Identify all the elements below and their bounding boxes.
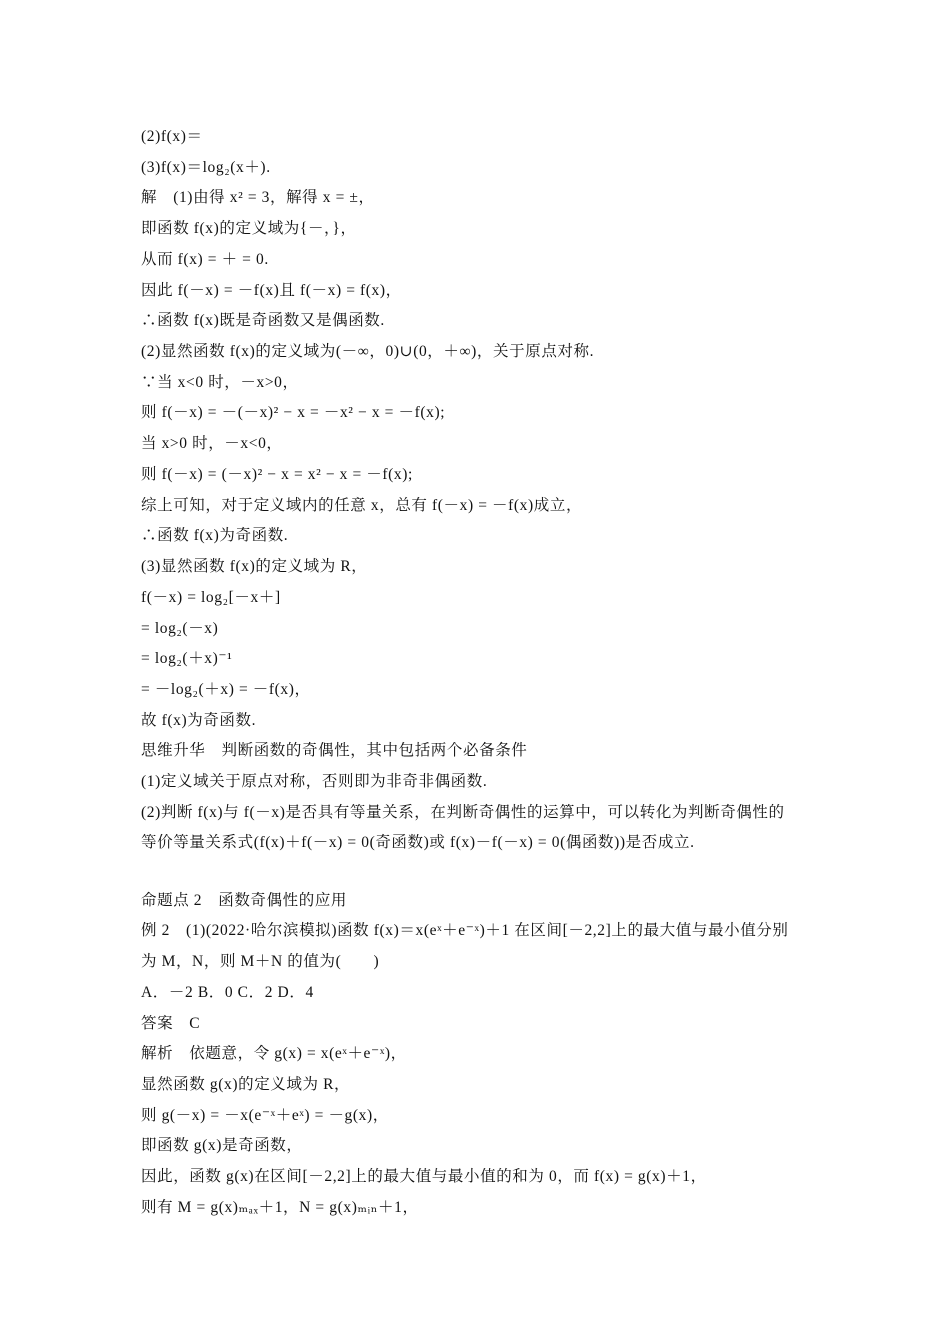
text-line: 思维升华 判断函数的奇偶性，其中包括两个必备条件 — [141, 742, 528, 759]
text-line: 显然函数 g(x)的定义域为 R， — [141, 1076, 351, 1093]
text-line: (1)定义域关于原点对称，否则即为非奇非偶函数. — [141, 773, 488, 790]
text-line: = log₂(－x) — [141, 620, 219, 637]
text-line: ∵当 x<0 时，－x>0， — [141, 374, 299, 391]
text-line: 则有 M = g(x)ₘₐₓ＋1，N = g(x)ₘᵢₙ＋1， — [141, 1199, 419, 1216]
text-line: 答案 C — [141, 1015, 201, 1032]
text-line: 则 g(－x) = －x(e⁻ˣ＋eˣ) = －g(x)， — [141, 1107, 389, 1124]
text-line: 因此 f(－x) = －f(x)且 f(－x) = f(x)， — [141, 282, 402, 299]
text-line: (2)f(x)＝ — [141, 128, 203, 145]
text-line: 解 (1)由得 x² = 3，解得 x = ±， — [141, 189, 375, 206]
section-heading: 命题点 2 函数奇偶性的应用 — [141, 892, 348, 909]
text-line: 从而 f(x) = ＋ = 0. — [141, 251, 269, 268]
text-line: 综上可知，对于定义域内的任意 x，总有 f(－x) = －f(x)成立， — [141, 497, 583, 514]
text-line: (2)判断 f(x)与 f(－x)是否具有等量关系，在判断奇偶性的运算中，可以转化为判断奇偶性的 — [141, 804, 785, 821]
text-line: = log₂(＋x)⁻¹ — [141, 650, 233, 667]
text-line: (2)显然函数 f(x)的定义域为(－∞，0)∪(0，＋∞)，关于原点对称. — [141, 343, 595, 360]
text-line: f(－x) = log₂[－x＋] — [141, 589, 281, 606]
text-line: = －log₂(＋x) = －f(x)， — [141, 681, 311, 698]
text-line: 因此，函数 g(x)在区间[－2,2]上的最大值与最小值的和为 0，而 f(x) = g(x)＋1， — [141, 1168, 707, 1185]
text-line: 则 f(－x) = (－x)² − x = x² − x = －f(x); — [141, 466, 413, 483]
text-line: (3)显然函数 f(x)的定义域为 R， — [141, 558, 368, 575]
text-line: ∴函数 f(x)既是奇函数又是偶函数. — [141, 312, 385, 329]
text-line: 例 2 (1)(2022·哈尔滨模拟)函数 f(x)＝x(eˣ＋e⁻ˣ)＋1 在区间[－2,2]上的最大值与最小值分别 — [141, 922, 789, 939]
text-line: 则 f(－x) = －(－x)² − x = －x² − x = －f(x); — [141, 404, 446, 421]
text-line: A．－2 B．0 C．2 D．4 — [141, 984, 314, 1001]
text-line: 等价等量关系式(f(x)＋f(－x) = 0(奇函数)或 f(x)－f(－x) = 0(偶函数))是否成立. — [141, 834, 695, 851]
text-line: (3)f(x)＝log₂(x＋). — [141, 159, 271, 176]
text-line: 解析 依题意，令 g(x) = x(eˣ＋e⁻ˣ)， — [141, 1045, 407, 1062]
text-line: 即函数 g(x)是奇函数， — [141, 1137, 303, 1154]
text-line: 即函数 f(x)的定义域为{－，}， — [141, 220, 357, 237]
text-line: 当 x>0 时，－x<0， — [141, 435, 283, 452]
text-line: 为 M，N，则 M＋N 的值为( ) — [141, 953, 380, 970]
text-line: ∴函数 f(x)为奇函数. — [141, 527, 289, 544]
text-line: 故 f(x)为奇函数. — [141, 712, 257, 729]
